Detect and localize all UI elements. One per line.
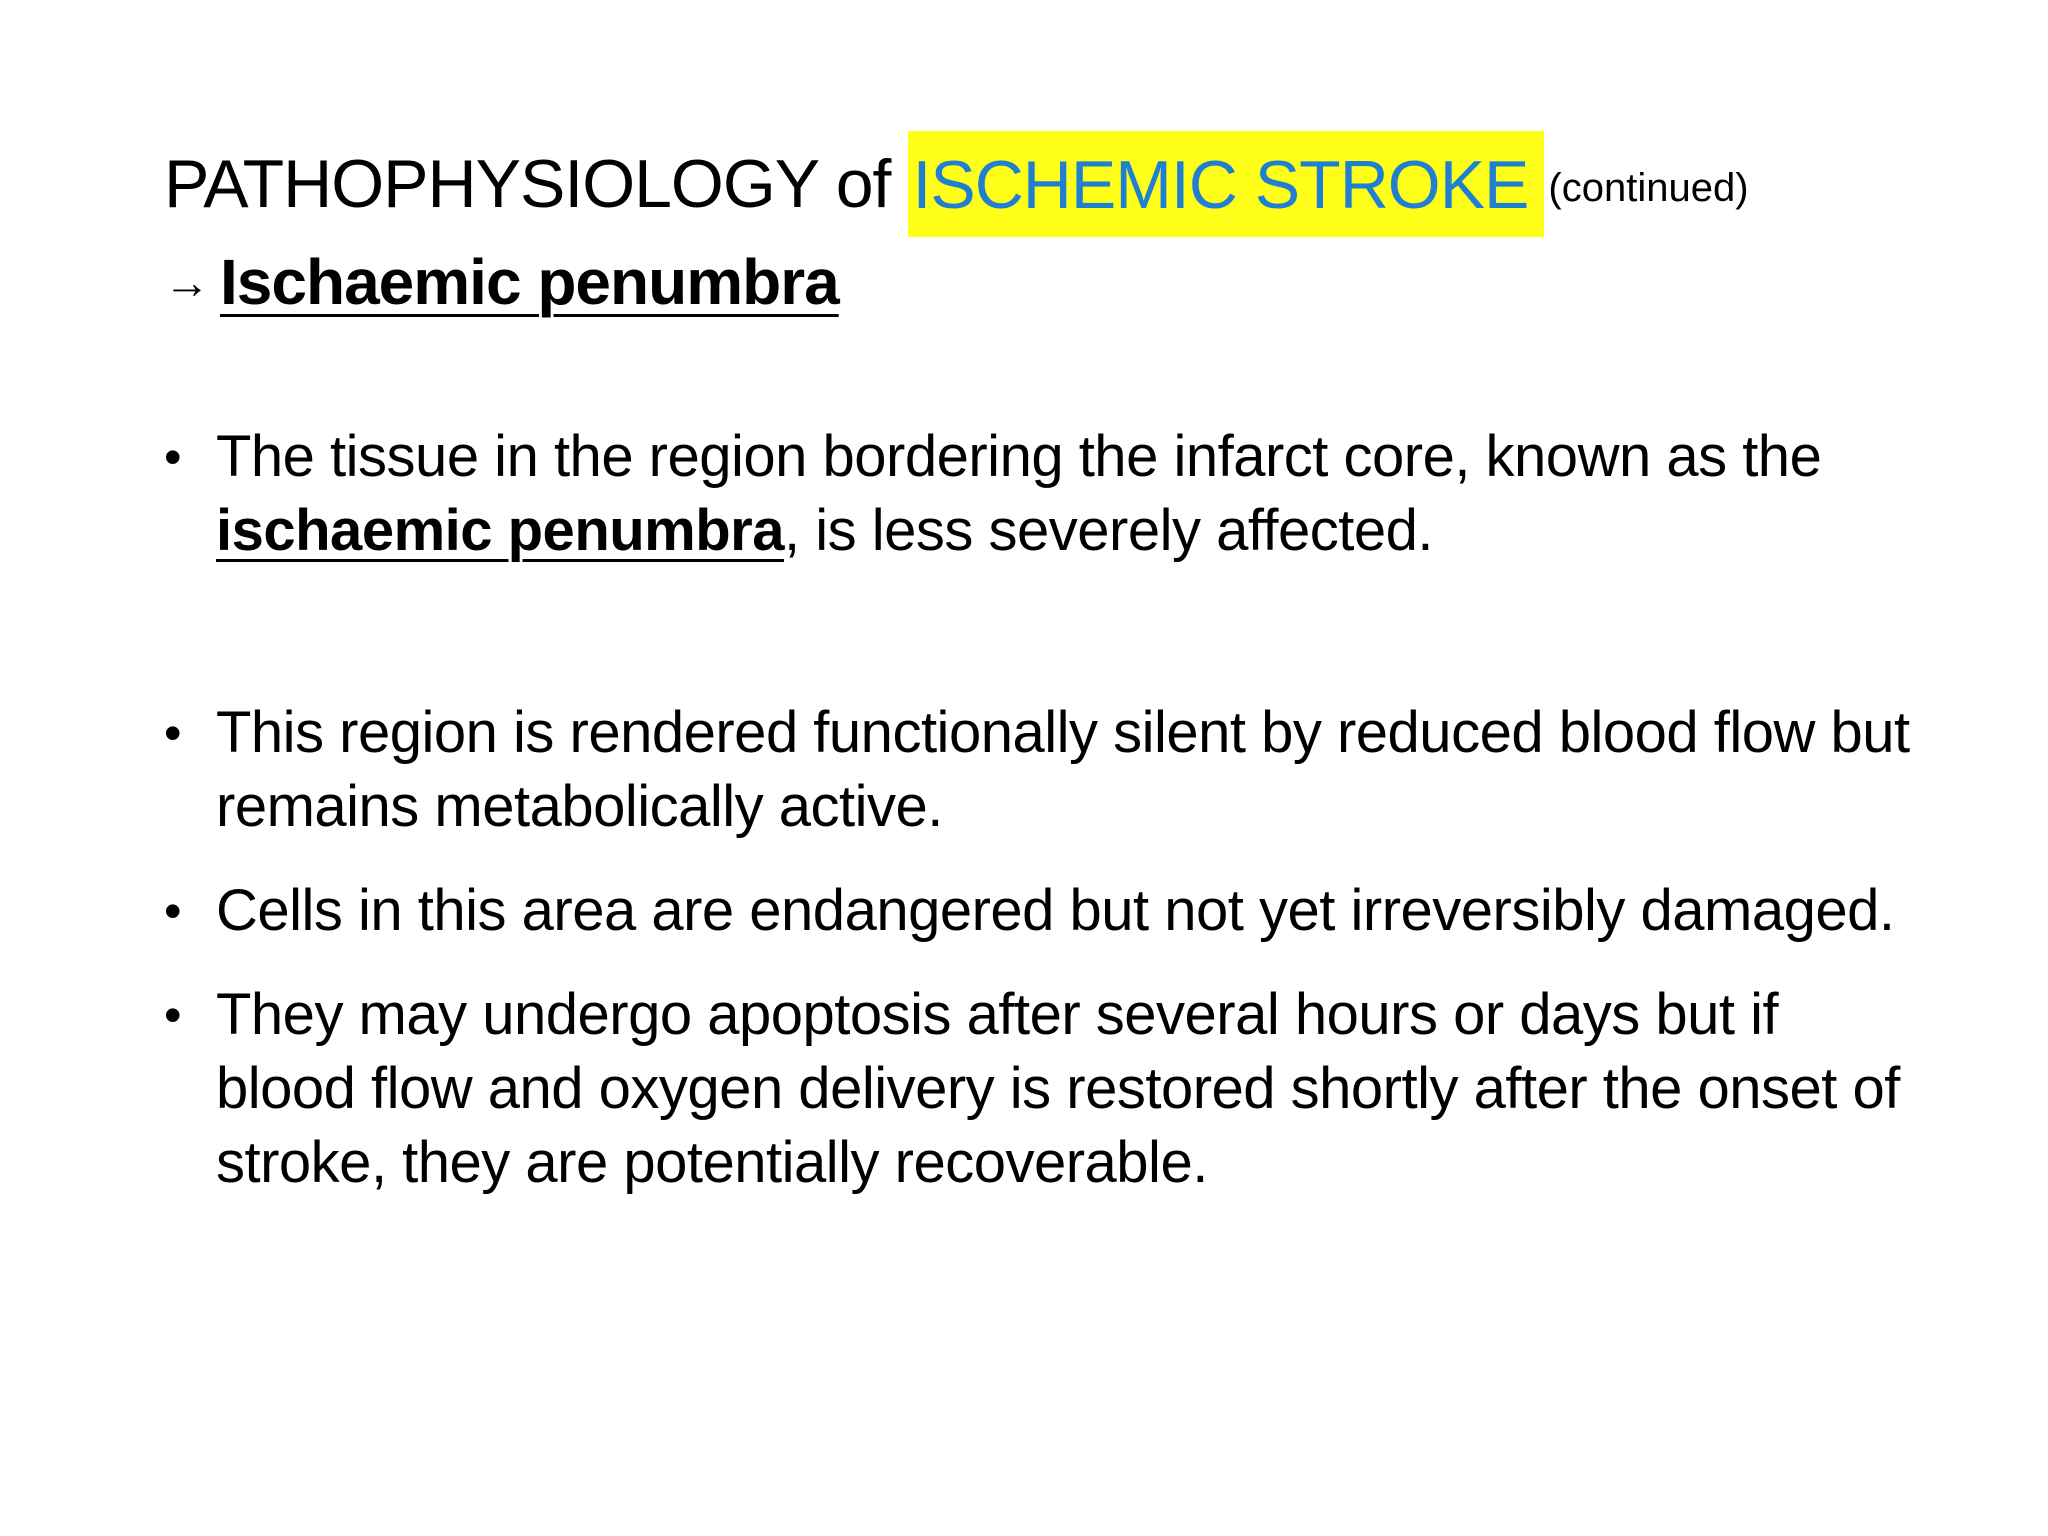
title-line xyxy=(164,128,1964,240)
bullet-icon: • xyxy=(164,883,182,939)
bullet-item xyxy=(164,420,1924,568)
bullet-item xyxy=(164,696,1924,844)
bullet-item xyxy=(164,874,1924,948)
bullet-text-emphasis: ischaemic penumbra xyxy=(216,498,784,563)
bullet-text: They may undergo apoptosis after several hours or days but if blood flow and oxygen delivery is restored shortly after the onset of stroke, they are potentially recoverable. xyxy=(216,982,1900,1195)
bullet-icon: • xyxy=(164,705,182,761)
bullet-text-before: The tissue in the region bordering the infarct core, known as the xyxy=(216,424,1822,489)
title-text: PATHOPHYSIOLOGY of xyxy=(164,146,891,222)
title-block xyxy=(164,128,1964,324)
bullet-item xyxy=(164,978,1924,1200)
bullet-text: This region is rendered functionally silent by reduced blood flow but remains metabolically active. xyxy=(216,700,1910,839)
title-suffix: (continued) xyxy=(1548,165,1749,210)
bullet-list xyxy=(164,420,1924,1200)
title-highlight: ISCHEMIC STROKE xyxy=(908,131,1544,237)
subtitle: Ischaemic penumbra xyxy=(220,246,839,318)
subtitle-line xyxy=(164,240,1964,324)
bullet-icon: • xyxy=(164,987,182,1043)
bullet-text-after: , is less severely affected. xyxy=(784,498,1434,563)
bullet-icon: • xyxy=(164,429,182,485)
arrow-right-icon: → xyxy=(164,256,210,308)
bullet-text: Cells in this area are endangered but not yet irreversibly damaged. xyxy=(216,878,1895,943)
